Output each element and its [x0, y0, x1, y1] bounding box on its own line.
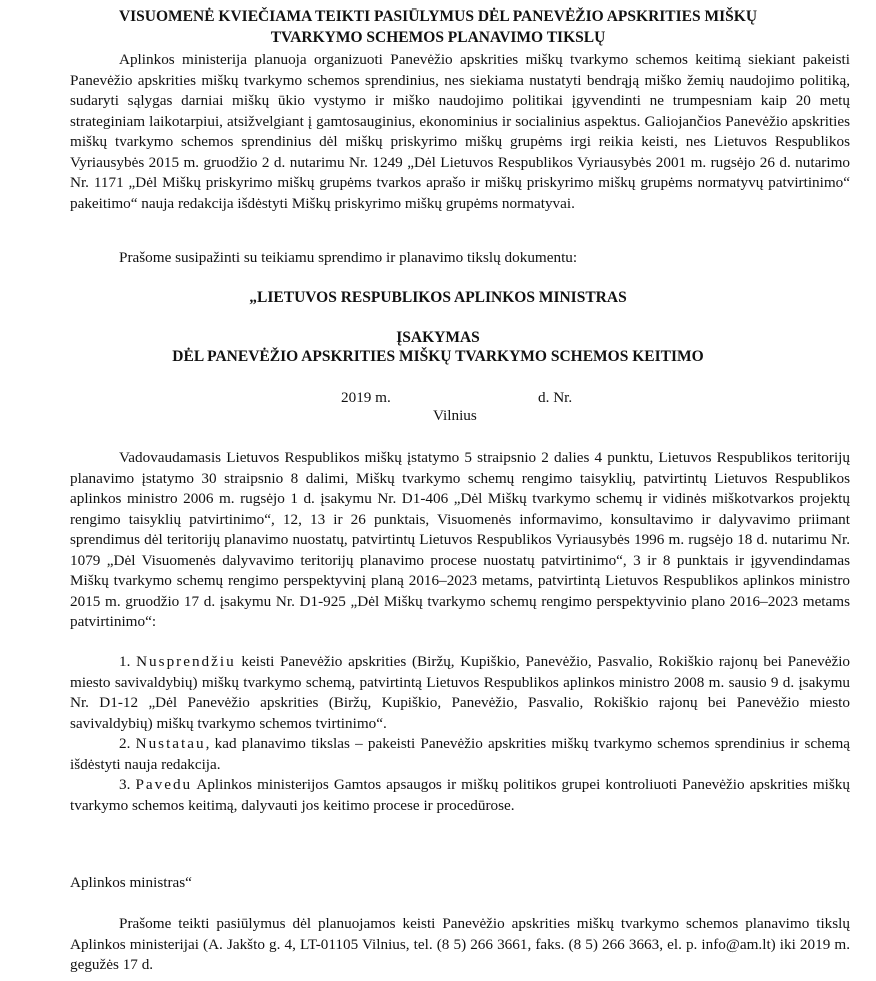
- order-year: 2019 m.: [341, 389, 391, 406]
- item-1-verb: Nusprendžiu: [136, 653, 236, 670]
- order-subject: DĖL PANEVĖŽIO APSKRITIES MIŠKŲ TVARKYMO SCHEMOS KEITIMO: [172, 348, 704, 365]
- item-2-verb: Nustatau: [135, 735, 206, 752]
- item-3-number: 3.: [119, 776, 131, 793]
- title-line-2: TVARKYMO SCHEMOS PLANAVIMO TIKSLŲ: [270, 29, 606, 46]
- familiarize-line: Prašome susipažinti su teikiamu sprendimo ir planavimo tikslų dokumentu:: [119, 249, 578, 266]
- item-2-number: 2.: [119, 735, 131, 752]
- item-3-text: Aplinkos ministerijos Gamtos apsaugos ir miškų politikos grupei kontroliuoti Panevėžio apskrities miškų tvarkymo schemos keitimą, dalyvauti jos keitimo procese ir procedūrose.: [70, 776, 850, 814]
- order-number: d. Nr.: [538, 389, 573, 406]
- item-2-text: , kad planavimo tikslas – pakeisti Panevėžio apskrities miškų tvarkymo schemos sprendinius ir schemą išdėstyti nauja redakcija.: [70, 735, 850, 773]
- order-title: ĮSAKYMAS: [396, 329, 480, 346]
- order-item-2: [70, 734, 850, 775]
- ministry-header: „LIETUVOS RESPUBLIKOS APLINKOS MINISTRAS: [249, 289, 627, 306]
- order-item-3: [70, 775, 850, 816]
- order-place: Vilnius: [433, 407, 477, 424]
- signature-line: Aplinkos ministras“: [70, 874, 192, 891]
- title-line-1: VISUOMENĖ KVIEČIAMA TEIKTI PASIŪLYMUS DĖL PANEVĖŽIO APSKRITIES MIŠKŲ: [118, 8, 758, 25]
- document-title: [70, 6, 806, 48]
- order-item-1: [70, 652, 850, 734]
- intro-paragraph: Aplinkos ministerija planuoja organizuoti Panevėžio apskrities miškų tvarkymo schemos keitimą siekiant pakeisti Panevėžio apskrities miškų tvarkymo schemos sprendinius, nes siekiama nustatyti bendrąją miško žemių naudojimo politiką, sudaryti sąlygas darniai miškų ūkio vystymo ir miško naudojimo politikai įgyvendinti ne trumpesniam kaip 20 metų strateginiam laikotarpiui, atsižvelgiant į gamtosauginius, ekonominius ir socialinius aspektus. Galiojančios Panevėžio apskrities miškų tvarkymo schemos sprendinius dėl miškų priskyrimo miškų grupėms irgi reikia keisti, nes Lietuvos Respublikos Vyriausybės 2015 m. gruodžio 2 d. nutarimu Nr. 1249 „Dėl Lietuvos Respublikos Vyriausybės 2001 m. rugsėjo 26 d. nutarimo Nr. 1171 „Dėl Miškų priskyrimo miškų grupėms tvarkos aprašo ir miškų priskyrimo miškų grupėms normatyvų patvirtinimo“ pakeitimo“ nauja redakcija išdėstyti Miškų priskyrimo miškų grupėms normatyvai.: [70, 51, 850, 212]
- item-3-verb: Pavedu: [135, 776, 193, 793]
- closing-paragraph: Prašome teikti pasiūlymus dėl planuojamos keisti Panevėžio apskrities miškų tvarkymo schemos planavimo tikslų Aplinkos ministerijai (A. Jakšto g. 4, LT-01105 Vilnius, tel. (8 5) 266 3661, faks. (8 5) 266 3663, el. p. info@am.lt) iki 2019 m. gegužės 17 d.: [70, 915, 850, 973]
- preamble-paragraph: Vadovaudamasis Lietuvos Respublikos miškų įstatymo 5 straipsnio 2 dalies 4 punktu, Lietuvos Respublikos teritorijų planavimo įstatymo 30 straipsnio 8 dalimi, Miškų tvarkymo schemų rengimo taisyklių, patvirtintų Lietuvos Respublikos aplinkos ministro 2006 m. rugsėjo 1 d. įsakymu Nr. D1-406 „Dėl Miškų tvarkymo schemų ir vidinės miškotvarkos projektų rengimo taisyklių patvirtinimo“, 12, 13 ir 26 punktais, Visuomenės informavimo, konsultavimo ir dalyvavimo priimant sprendimus dėl teritorijų planavimo nuostatų, patvirtintų Lietuvos Respublikos Vyriausybės 1996 m. rugsėjo 18 d. nutarimu Nr. 1079 „Dėl Visuomenės dalyvavimo teritorijų planavimo procese nuostatų patvirtinimo“, 3 ir 8 punktais ir įgyvendindamas Miškų tvarkymo schemų rengimo perspektyvinį planą 2016–2023 metams, patvirtintą Lietuvos Respublikos aplinkos ministro 2015 m. gruodžio 17 d. įsakymu Nr. D1-925 „Dėl Miškų tvarkymo schemų rengimo perspektyvinio plano 2016–2023 metams patvirtinimo“:: [70, 449, 850, 630]
- item-1-text: keisti Panevėžio apskrities (Biržų, Kupiškio, Panevėžio, Pasvalio, Rokiškio rajonų bei Panevėžio miesto savivaldybių) miškų tvarkymo schemą, patvirtintą Lietuvos Respublikos aplinkos ministro 2008 m. sausio 9 d. įsakymu Nr. D1-12 „Dėl Panevėžio apskrities (Biržų, Kupiškio, Panevėžio, Pasvalio, Rokiškio rajonų bei Panevėžio miesto savivaldybių) miškų tvarkymo schemos tvirtinimo“.: [70, 653, 851, 732]
- item-1-number: 1.: [119, 653, 131, 670]
